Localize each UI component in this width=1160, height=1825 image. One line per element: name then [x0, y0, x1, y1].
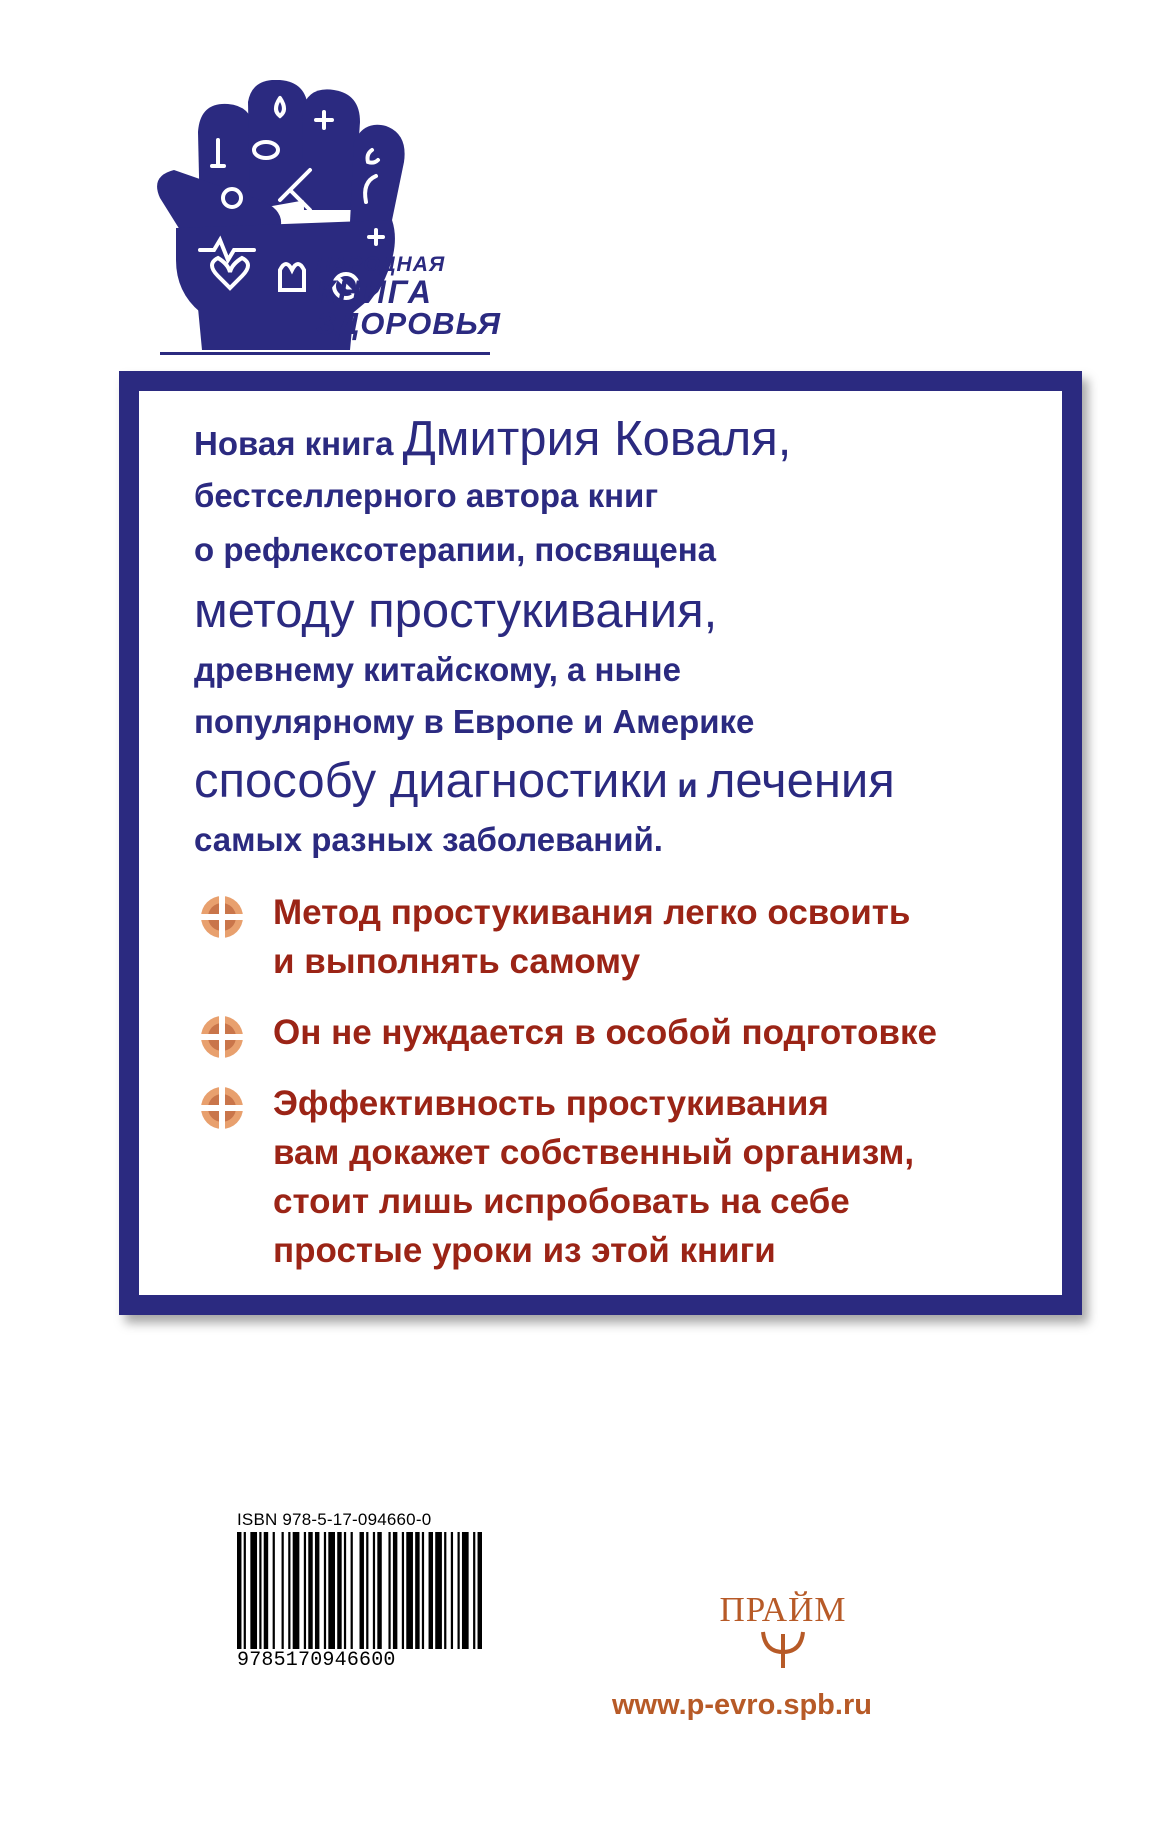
- intro-line-8: самых разных заболеваний.: [194, 821, 663, 858]
- series-logo-text: [316, 254, 506, 339]
- intro-line-7a: способу диагностики: [194, 754, 669, 808]
- intro-line-2: бестселлерного автора книг: [194, 477, 659, 514]
- bullet-item: [195, 1008, 1055, 1057]
- intro-line-1: [194, 408, 1074, 470]
- series-line-3: ЗДОРОВЬЯ: [316, 306, 501, 341]
- barcode-bars: [237, 1532, 482, 1649]
- bullet-3-line-1: Эффективность простукивания: [273, 1084, 829, 1123]
- intro-line-6: популярному в Европе и Америке: [194, 703, 755, 740]
- publisher-logo: [708, 1590, 858, 1670]
- publisher-name: ПРАЙМ: [719, 1590, 847, 1629]
- intro-line-5: древнему китайскому, а ныне: [194, 651, 681, 688]
- intro-line-3: о рефлексотерапии, посвящена: [194, 531, 717, 568]
- bullet-3-line-3: стоит лишь испробовать на себе: [273, 1182, 850, 1221]
- intro-line-7c: лечения: [706, 754, 895, 808]
- bullet-3-line-4: простые уроки из этой книги: [273, 1231, 776, 1270]
- bullet-item: [195, 1079, 1055, 1275]
- psi-symbol-icon: [753, 1630, 813, 1670]
- bullet-2-line-1: Он не нуждается в особой подготовке: [273, 1013, 937, 1052]
- barcode: [237, 1510, 482, 1670]
- bullet-circle-icon: [199, 1014, 245, 1060]
- intro-line-4: методу простукивания,: [194, 584, 718, 638]
- author-name: Дмитрия Коваля,: [402, 412, 792, 466]
- intro-line-7: [194, 748, 1074, 814]
- intro-line-1a: Новая книга: [194, 425, 403, 462]
- logo-underline: [160, 352, 490, 355]
- publisher-url: www.p-evro.spb.ru: [612, 1689, 872, 1721]
- bullet-list: [195, 888, 1055, 1275]
- bullet-circle-icon: [199, 1085, 245, 1131]
- series-line-2: КНИГА: [316, 274, 433, 310]
- isbn-text: ISBN 978-5-17-094660-0: [237, 1510, 432, 1529]
- intro-line-7b: и: [668, 767, 707, 804]
- intro-text: [194, 408, 1074, 866]
- series-line-1: НАРОДНАЯ: [316, 253, 446, 276]
- bullet-item: [195, 888, 1055, 986]
- bullet-3-line-2: вам докажет собственный организм,: [273, 1133, 915, 1172]
- bullet-1-line-1: Метод простукивания легко освоить: [273, 893, 911, 932]
- bullet-circle-icon: [199, 894, 245, 940]
- bullet-1-line-2: и выполнять самому: [273, 942, 641, 981]
- ean-digits: 9785170946600: [237, 1649, 396, 1672]
